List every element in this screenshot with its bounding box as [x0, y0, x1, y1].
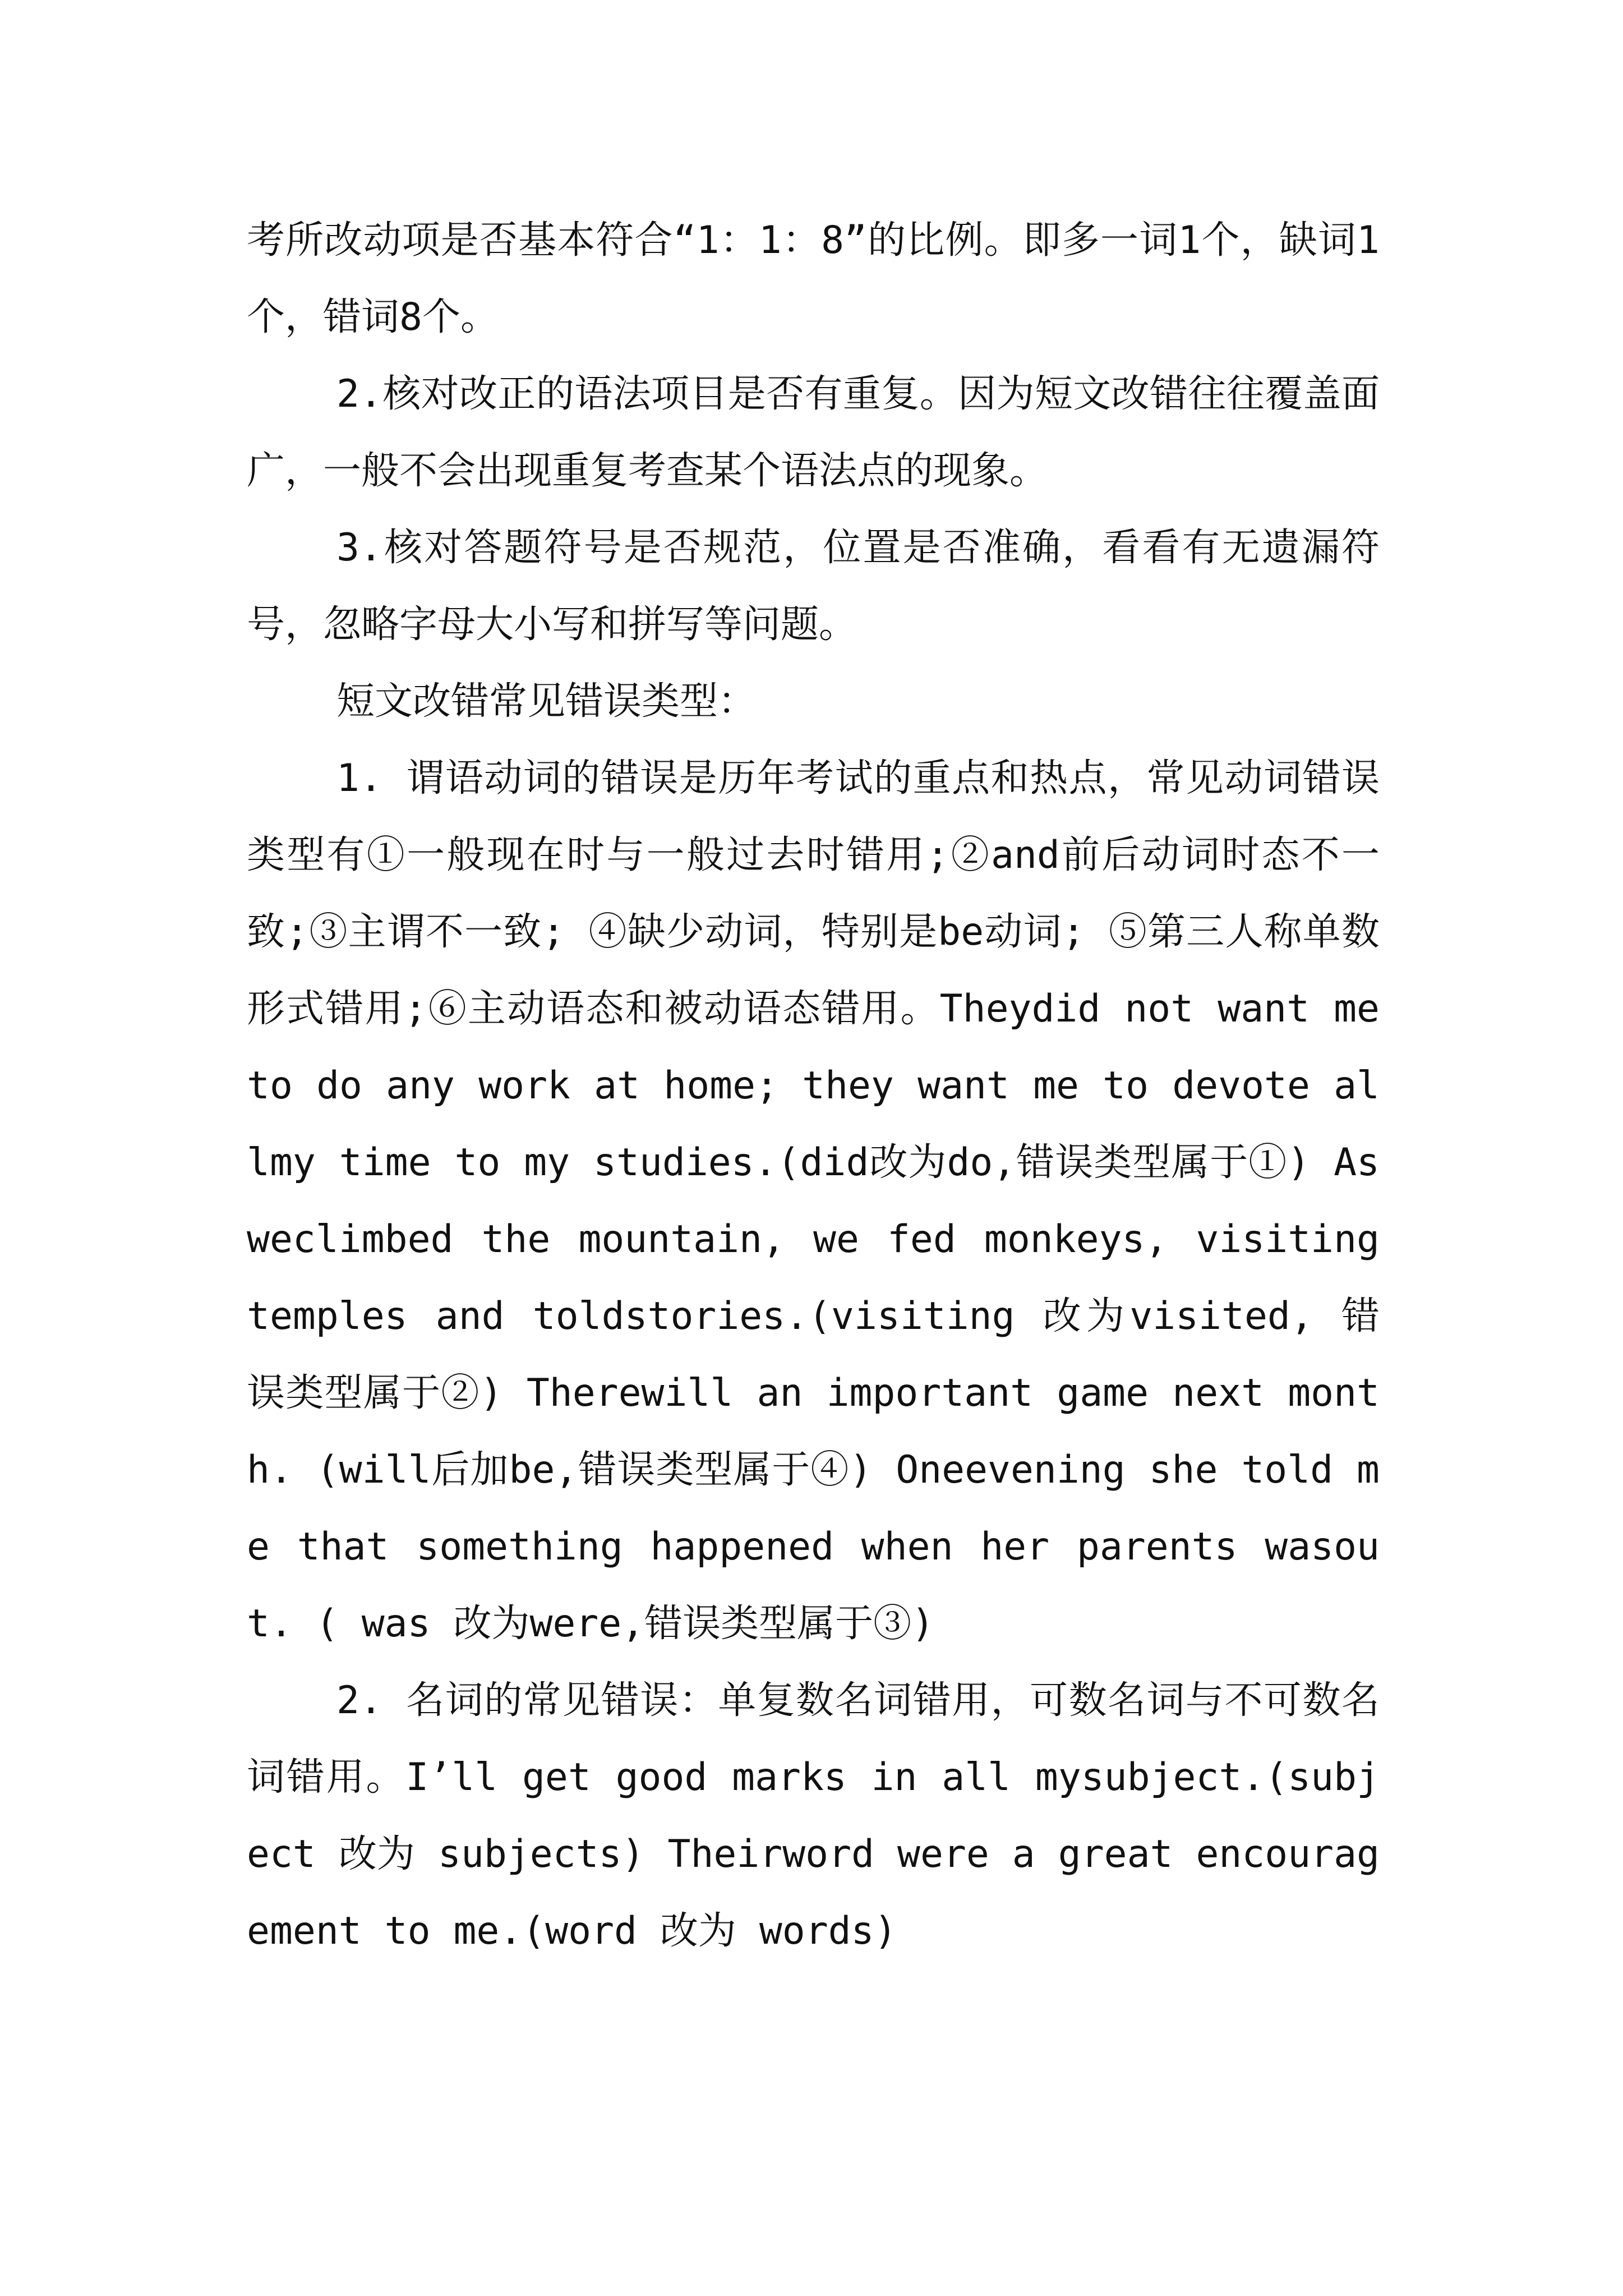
paragraph-2: 2.核对改正的语法项目是否有重复。因为短文改错往往覆盖面广，一般不会出现重复考查某个语法点的现象。 — [247, 372, 1380, 493]
paragraph-6: 2. 名词的常见错误：单复数名词错用，可数名词与不可数名词错用。I’ll get good marks in all mysubject.(subject 改为 subjects) Theirword were a great encouragement to me.(word 改为 words) — [247, 1678, 1380, 1953]
paragraph-5: 1. 谓语动词的错误是历年考试的重点和热点，常见动词错误类型有①一般现在时与一般过去时错用;②and前后动词时态不一致;③主谓不一致; ④缺少动词，特别是be动词; ⑤第三人称单数形式错用;⑥主动语态和被动语态错用。Theydid not want me to do any work at home; they want me to devote allmy time to my studies.(did改为do,错误类型属于①) As weclimbed the mountain, we fed monkeys, visiting temples and toldstories.(visiting 改为visited, 错误类型属于②) Therewill an important game next month. (will后加be,错误类型属于④) Oneevening she told me that something happened when her parents wasout. ( was 改为were,错误类型属于③) — [247, 756, 1403, 1646]
paragraph-1: 考所改动项是否基本符合“1：1：8”的比例。即多一词1个，缺词1个，错词8个。 — [247, 218, 1380, 339]
paragraph-3: 3.核对答题符号是否规范，位置是否准确，看看有无遗漏符号，忽略字母大小写和拼写等问题。 — [247, 526, 1380, 647]
document-page — [247, 202, 1403, 1970]
paragraph-4: 短文改错常见错误类型： — [336, 679, 757, 724]
